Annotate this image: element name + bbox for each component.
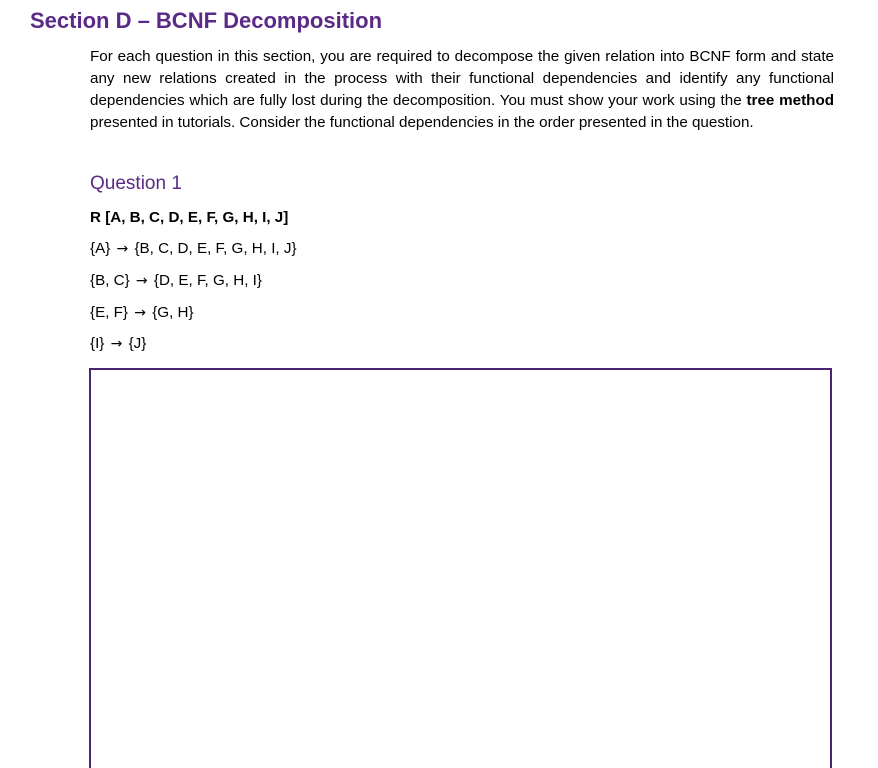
instructions-bold-term: tree method [746, 92, 835, 109]
instructions-text-part-2: presented in tutorials. Consider the functional dependencies in the order presented in the question. [90, 114, 754, 131]
fd-lhs: {E, F} [90, 304, 128, 321]
section-title: Section D – BCNF Decomposition [30, 8, 383, 33]
functional-dependency [90, 335, 146, 352]
answer-box[interactable] [89, 368, 832, 768]
instructions-text-part-1: For each question in this section, you are required to decompose the given relation into BCNF form and state any new relations created in the process with their functional dependencies and identify any functional dependencies which are fully lost during the decomposition. You must show your work using the [90, 48, 834, 109]
fd-rhs: {G, H} [152, 304, 194, 321]
arrow-icon: → [135, 273, 148, 289]
fd-lhs: {A} [90, 240, 111, 257]
question-title: Question 1 [90, 173, 182, 194]
instructions-paragraph [90, 46, 834, 134]
fd-rhs: {J} [128, 335, 147, 352]
arrow-icon: → [110, 336, 123, 352]
functional-dependency [90, 240, 297, 257]
functional-dependency [90, 304, 194, 321]
fd-lhs: {B, C} [90, 272, 130, 289]
functional-dependency [90, 272, 262, 289]
arrow-icon: → [134, 305, 146, 321]
relation-schema: R [A, B, C, D, E, F, G, H, I, J] [90, 209, 289, 226]
fd-rhs: {D, E, F, G, H, I} [153, 272, 262, 289]
fd-lhs: {I} [90, 335, 105, 352]
fd-rhs: {B, C, D, E, F, G, H, I, J} [134, 240, 297, 257]
arrow-icon: → [116, 241, 129, 257]
